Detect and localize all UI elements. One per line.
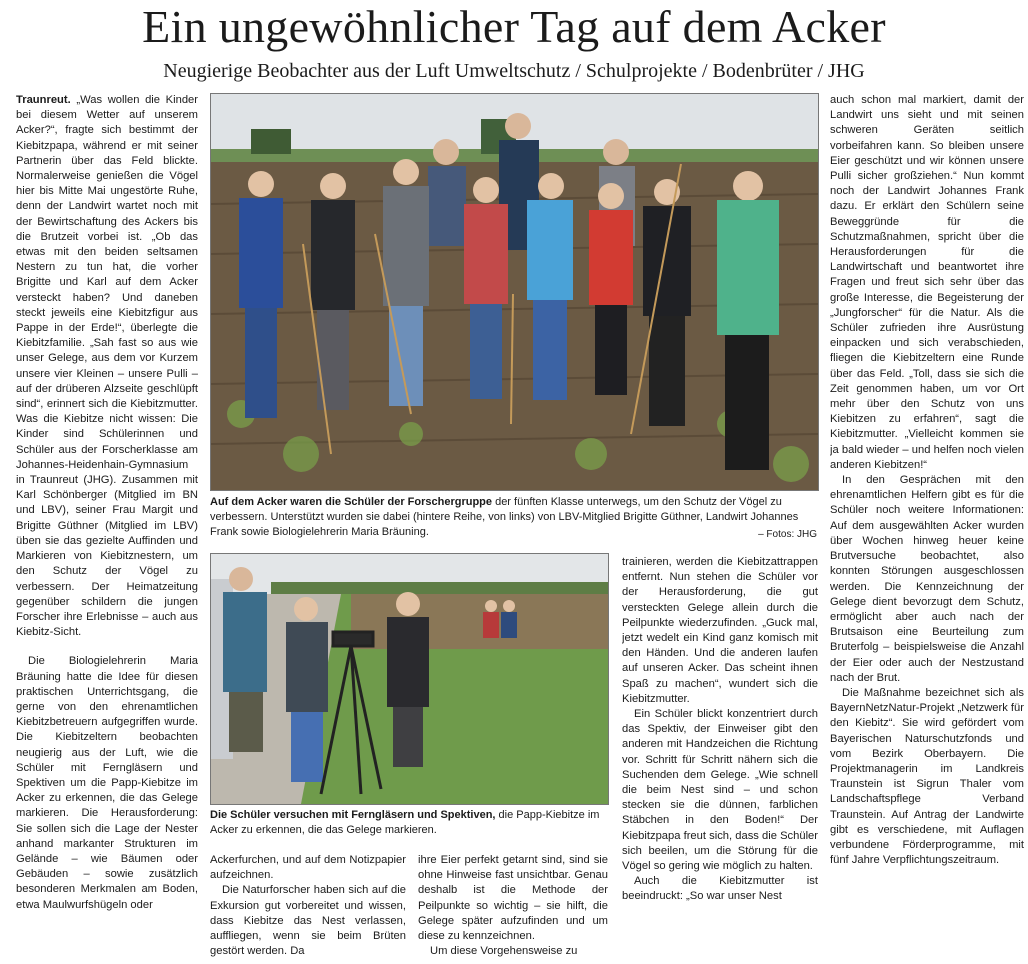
photo-1-caption-bold: Auf dem Acker waren die Schüler der Forschergruppe [210, 496, 493, 508]
photo-2-caption-text: die Papp-Kiebitze im Acker zu erkennen, die das Gelege markieren. [210, 809, 600, 836]
column-4 [622, 555, 818, 961]
col2-paragraph-2: Die Naturforscher haben sich auf die Exkursion gut vorbereitet und wissen, dass Kiebitze das Nest verlassen, auffliegen, wenn sie beim Brüten gestört werden. Da [210, 884, 406, 958]
col5-paragraph-3: Die Maßnahme bezeichnet sich als BayernNetzNatur-Projekt „Netzwerk für den Kiebitz“. Sie wird gefördert vom Bayerischen Naturschutzfonds und vom Bezirk Oberbayern. Die Projektmanagerin im Landkreis Traunstein ist Sigrun Thaler vom Landschaftspflege Verband Traunstein. Auf Antrag der Landwirte gibt es verschiedene, mit Auflagen verbundene Förderprogramme, mit fünf Jahre Verpflichtungszeitraum. [830, 686, 1024, 867]
photo-students-on-field-image [211, 94, 818, 490]
photo-students-on-field [210, 93, 819, 491]
photo-1-caption [210, 495, 817, 539]
photo-students-with-spotting-scopes [210, 553, 609, 805]
col5-paragraph-1: auch schon mal markiert, damit der Landwirt uns sieht und mit seinen schweren Geräten seitlich vorbeifahren kann. So bleiben unsere Eier geschützt und wir können unsere Pulli sicher großziehen.“ Nun kommt noch der Landwirt Johannes Frank dazu. Er erklärt den Schülern seine Beweggründe für die Schutzmaßnahmen, spricht über die Herausforderungen für die Landwirtschaft und beantwortet ihre Fragen und freut sich sehr über das große Interesse, die Begeisterung der „Jungforscher“ für die Natur. Als die Schüler zufrieden ihre Ausrüstung einpacken und sich verabschieden, fliegen die Kiebitzeltern eine Runde über das Feld. „Toll, dass sie sich die Zeit genommen haben, um vor Ort mehr über den Schutz von uns Kiebitzen zu erfahren“, sagt die Kiebitzmutter. „Vielleicht kommen sie ja bald wieder – und helfen noch vielen anderen Kiebitzen!“ [830, 94, 1024, 471]
photo-2-caption-bold: Die Schüler versuchen mit Ferngläsern und Spektiven, [210, 809, 496, 821]
photo-credit: – Fotos: JHG [758, 529, 817, 540]
col3-paragraph-1: ihre Eier perfekt getarnt sind, sind sie ohne Hinweise fast unsichtbar. Genau deshalb ist die Methode der Peilpunkte so wichtig – sie hilft, die Gelege später aufzufinden und um diese zu kennzeichnen. [418, 854, 608, 943]
column-3 [418, 853, 608, 961]
col4-paragraph-1: trainieren, werden die Kiebitzattrappen entfernt. Nun stehen die Schüler vor der Herausforderung, die gut versteckten Gelege allein durch die Peilpunkte wiederzufinden. „Guck mal, jetzt wedelt ein Kind ganz komisch mit den Händen. Und die anderen laufen auf unseren Acker. Das scheint ihnen Spaß zu machen“, wundert sich die Kiebitzmutter. [622, 556, 818, 705]
col4-paragraph-2: Ein Schüler blickt konzentriert durch das Spektiv, der Einweiser gibt den anderen mit Handzeichen die Richtung vor. Schritt für Schritt nähern sich die Suchenden dem Gelege. „Wie schnell die beim Nest sind – und schon stecken sie die dünnen, farblichen Stäbchen in den Boden!“ Der Kiebitzpapa freut sich, dass die Schüler sich beeilen, um die Störung für die Vögel so gering wie möglich zu halten. [622, 708, 818, 873]
photo-1-caption-text: der fünften Klasse unterwegs, um den Schutz der Vögel zu verbessern. Unterstützt wurden sie dabei (hintere Reihe, von links) von LBV-Mitglied Brigitte Güthner, Landwirt Johannes Frank sowie Biologielehrerin Maria Bräuning. [210, 496, 799, 538]
col2-paragraph-1: Ackerfurchen, und auf dem Notizpapier aufzeichnen. [210, 854, 406, 882]
col3-paragraph-2: Um diese Vorgehensweise zu [430, 945, 578, 958]
column-5 [830, 93, 1024, 961]
headline: Ein ungewöhnlicher Tag auf dem Acker [142, 1, 886, 52]
column-2 [210, 853, 406, 961]
col5-paragraph-2: In den Gesprächen mit den ehrenamtlichen Helfern gibt es für die Schüler noch weitere Informationen: Auf dem ausgewählten Acker wurden über Wochen hinweg heuer keine Brutversuche beobachtet, also konnten Störungen ausgeschlossen werden. Die Kennzeichnung der Gelege dient bevorzugt dem Schutz, ermöglicht aber auch nach der Brutsaison eine Beurteilung zum Bruterfolg – beispielsweise die Anzahl der Eier oder auch der Nestzustand nach der Brut. [830, 474, 1024, 684]
col4-paragraph-3: Auch die Kiebitzmutter ist beeindruckt: „So war unser Nest [622, 875, 818, 903]
subheadline: Neugierige Beobachter aus der Luft Umweltschutz / Schulprojekte / Bodenbrüter / JHG [163, 60, 865, 82]
column-1 [16, 93, 198, 961]
photo-2-caption [210, 808, 607, 838]
paragraph-2: Die Biologielehrerin Maria Bräuning hatte die Idee für diesen praktischen Unterrichtsgang, die gerne von den ehrenamtlichen Kiebitzbetreuern aufgegriffen wurde. Die Kiebitzeltern beobachten neugierig aus der Luft, wie die Schüler mit Ferngläsern und Spektiven um die Papp-Kiebitze im Acker zu erkennen, die das Gelege markieren. Die Herausforderung: Sie sollen sich die Lage der Nester anhand markanter Strukturen im Gelände – wie Bäumen oder Gebäuden – sowie zusätzlich besonderen Merkmalen am Boden, etwa Maulwurfshügeln oder [16, 655, 198, 911]
photo-students-with-spotting-scopes-image [211, 554, 608, 804]
paragraph-1-text: „Was wollen die Kinder bei diesem Wetter auf unserem Acker?“, fragte sich bestimmt der Kiebitzpapa, während er mit seiner Partnerin über das Feld blickte. Normalerweise genießen die Vögel hier bis Mitte Mai ungestörte Ruhe, denn der Landwirt wartet noch mit der Bewirtschaftung des Ackers bis die Brutzeit vorbei ist. „Ob das etwas mit den beiden seltsamen Nestern zu tun hat, die vorher Brigitte und Karl auf dem Acker versteckt haben? Und daneben steckt jeweils eine Kiebitzfigur aus Pappe in der Erde!“, überlegte die Kiebitzfamilie. „Sah fast so aus wie unser Gelege, aus dem vor Kurzem unsere vier Kleinen – unsere Pulli – auf der drüberen Alzseite geschlüpft sind“, erinnert sich die Kiebitzmutter. Was die Kiebitze nicht wissen: Die Kinder sind Schülerinnen und Schüler aus der Forscherklasse am Johannes-Heidenhain-Gymnasium in Traunreut (JHG). Zusammen mit Karl Schönberger (Mitglied im BN und LBV), seiner Frau Margit und Brigitte Güthner (Mitglied im LBV) üben sie das gezielte Auffinden und Markieren von Kiebitznestern, um den Schutz der Vögel zu verbessern. Der Heimatzeitung gegenüber schildern die jungen Forscher ihre Erlebnisse – auch aus Kiebitz-Sicht. [16, 94, 198, 639]
paragraph-1 [16, 93, 198, 640]
dateline: Traunreut. [16, 94, 71, 106]
